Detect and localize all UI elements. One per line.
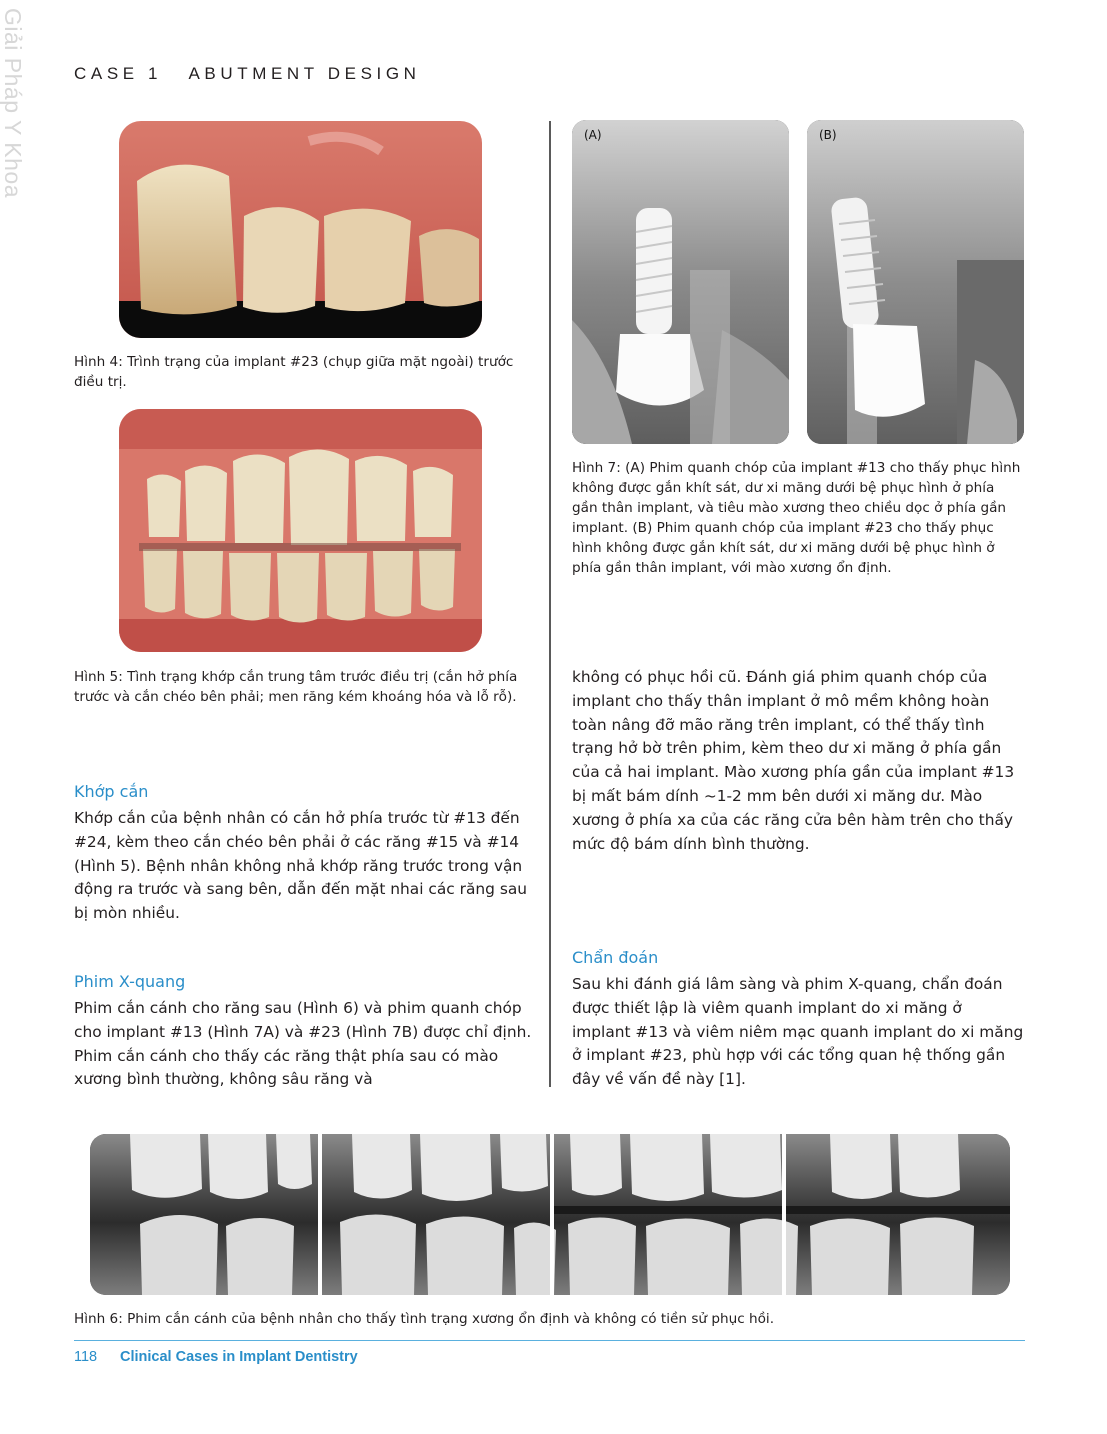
section-body-occlusion: Khớp cắn của bệnh nhân có cắn hở phía trước từ #13 đến #24, kèm theo cắn chéo bên phải ở các răng #15 và #14 (Hình 5). Bệnh nhân không nhả khớp răng trước trong vận động ra trước và sang bên, dẫn đến mặt nhai các răng sau bị mòn nhiều.	[74, 809, 528, 923]
figure-5-caption: Hình 5: Tình trạng khớp cắn trung tâm trước điều trị (cắn hở phía trước và cắn chéo bên phải; men răng kém khoáng hóa và lỗ rỗ).	[74, 669, 518, 705]
section-heading-xray: Phim X-quang	[74, 972, 186, 991]
figure-7a-label: (A)	[584, 128, 602, 142]
section-heading-occlusion: Khớp cắn	[74, 782, 149, 801]
section-body-diagnosis: Sau khi đánh giá lâm sàng và phim X-quang, chẩn đoán được thiết lập là viêm quanh implant do xi măng ở implant #13 và viêm niêm mạc quanh implant do xi măng ở implant #23, phù hợp với các tổng quan hệ thống gần đây về vấn đề này [1].	[572, 975, 1024, 1089]
figure-7b-radiograph	[807, 120, 1024, 444]
footer-rule	[74, 1340, 1025, 1341]
figure-6-bitewings	[90, 1134, 1010, 1295]
running-head	[74, 64, 421, 84]
figure-7a-radiograph	[572, 120, 789, 444]
page-number: 118	[74, 1349, 98, 1365]
running-head-case: CASE 1	[74, 64, 163, 83]
figure-5-photo	[119, 409, 482, 652]
section-body-xray-continued: không có phục hồi cũ. Đánh giá phim quanh chóp của implant cho thấy thân implant ở mô mềm không hoàn toàn nâng đỡ mão răng trên implant, có thể thấy tình trạng hở bờ trên phim, kèm theo dư xi măng ở phía gần của cả hai implant. Mào xương phía gần của implant #13 bị mất bám dính ~1-2 mm bên dưới xi măng dư. Mào xương ở phía xa của các răng cửa bên hàm trên cho thấy mức độ bám dính bình thường.	[572, 668, 1015, 853]
figure-6-caption: Hình 6: Phim cắn cánh của bệnh nhân cho thấy tình trạng xương ổn định và không có tiền sử phục hồi.	[74, 1311, 775, 1327]
figure-7-caption: Hình 7: (A) Phim quanh chóp của implant #13 cho thấy phục hình không được gắn khít sát, dư xi măng dưới bệ phục hình ở phía gần thân implant, và tiêu mào xương theo chiều dọc ở phía gần implant. (B) Phim quanh chóp của implant #23 cho thấy phục hình không được gắn khít sát, dư xi măng dưới bệ phục hình ở phía gần thân implant, với mào xương ổn định.	[572, 460, 1021, 576]
figure-4-caption: Hình 4: Trình trạng của implant #23 (chụp giữa mặt ngoài) trước điều trị.	[74, 354, 514, 390]
figure-4-photo	[119, 121, 482, 338]
column-divider	[549, 121, 551, 1087]
running-head-title: ABUTMENT DESIGN	[188, 64, 421, 83]
section-heading-diagnosis: Chẩn đoán	[572, 948, 659, 967]
watermark: Giải Pháp Y Khoa	[0, 8, 26, 199]
figure-7b-label: (B)	[819, 128, 837, 142]
book-title: Clinical Cases in Implant Dentistry	[120, 1349, 358, 1365]
section-body-xray: Phim cắn cánh cho răng sau (Hình 6) và phim quanh chóp cho implant #13 (Hình 7A) và #23 (Hình 7B) được chỉ định. Phim cắn cánh cho thấy các răng thật phía sau có mào xương bình thường, không sâu răng và	[74, 999, 532, 1089]
